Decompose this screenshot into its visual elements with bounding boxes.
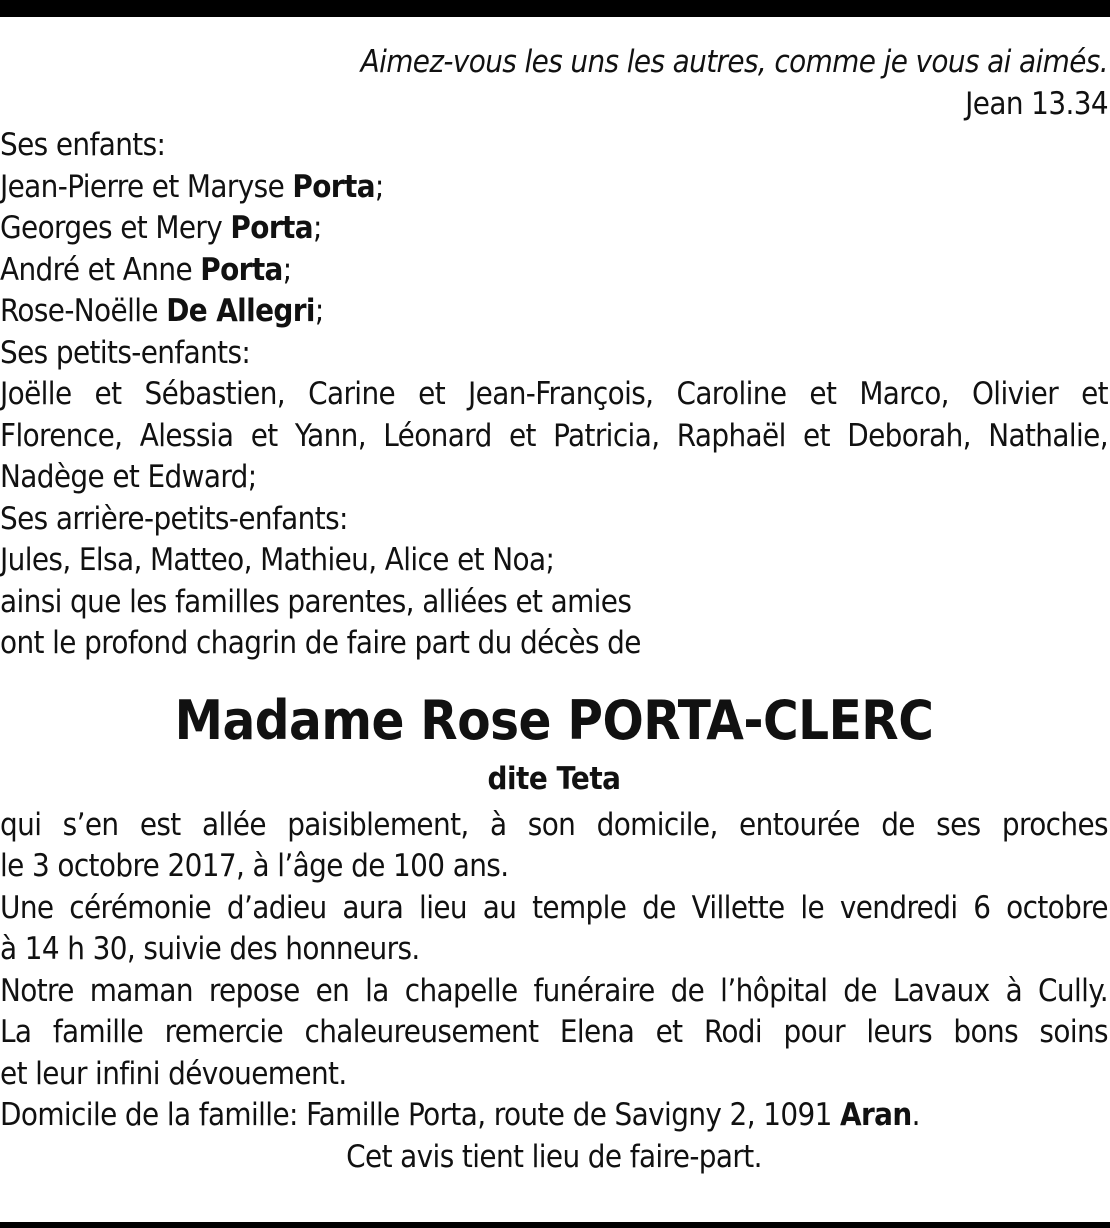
domicile-period: . bbox=[911, 1097, 920, 1133]
great-grandchildren-heading: Ses arrière-petits-enfants: bbox=[0, 500, 348, 537]
details-line: qui s’en est allée paisiblement, à son domicile, entourée de ses proches bbox=[0, 806, 1108, 843]
top-rule bbox=[0, 0, 1110, 17]
child-entry bbox=[0, 167, 1108, 209]
bible-verse: Aimez-vous les uns les autres, comme je vous ai aimés. bbox=[360, 44, 1108, 80]
deceased-nickname: dite Teta bbox=[487, 760, 621, 797]
children-heading: Ses enfants: bbox=[0, 127, 166, 163]
child-surname: Porta bbox=[292, 168, 375, 205]
child-surname: Porta bbox=[200, 251, 283, 288]
child-given-names: Rose-Noëlle bbox=[0, 293, 167, 329]
child-given-names: Jean-Pierre et Maryse bbox=[0, 168, 293, 205]
grandchildren-heading: Ses petits-enfants: bbox=[0, 334, 251, 371]
entry-separator: ; bbox=[312, 210, 322, 246]
announcement-line: ont le profond chagrin de faire part du décès de bbox=[0, 625, 641, 661]
domicile-town: Aran bbox=[840, 1097, 912, 1133]
entry-separator: ; bbox=[282, 251, 292, 288]
great-grandchildren-line: Jules, Elsa, Matteo, Mathieu, Alice et Noa; bbox=[0, 542, 555, 578]
details-line: et leur infini dévouement. bbox=[0, 1055, 347, 1092]
details-line: Une cérémonie d’adieu aura lieu au temple de Villette le vendredi 6 octobre bbox=[0, 889, 1108, 926]
child-entry bbox=[0, 208, 1108, 250]
family-domicile bbox=[0, 1095, 1108, 1137]
notice-content bbox=[0, 42, 1108, 1178]
child-entry bbox=[0, 250, 1108, 292]
entry-separator: ; bbox=[314, 293, 324, 329]
child-surname: De Allegri bbox=[166, 293, 315, 329]
grandchildren-line: Florence, Alessia et Yann, Léonard et Patricia, Raphaël et Deborah, Nathalie, bbox=[0, 417, 1108, 454]
child-surname: Porta bbox=[230, 210, 313, 246]
domicile-address: Domicile de la famille: Famille Porta, route de Savigny 2, 1091 bbox=[0, 1097, 841, 1133]
child-given-names: André et Anne bbox=[0, 251, 201, 288]
details-line: La famille remercie chaleureusement Elena et Rodi pour leurs bons soins bbox=[0, 1014, 1108, 1050]
grandchildren-line: Nadège et Edward; bbox=[0, 459, 257, 495]
child-entry bbox=[0, 291, 1108, 333]
details-line: à 14 h 30, suivie des honneurs. bbox=[0, 931, 420, 967]
bottom-rule bbox=[0, 1222, 1110, 1228]
families-line: ainsi que les familles parentes, alliées et amies bbox=[0, 583, 632, 620]
closing-note: Cet avis tient lieu de faire-part. bbox=[346, 1138, 762, 1175]
grandchildren-line: Joëlle et Sébastien, Carine et Jean-François, Caroline et Marco, Olivier et bbox=[0, 376, 1108, 412]
entry-separator: ; bbox=[374, 168, 384, 205]
deceased-name: Madame Rose PORTA-CLERC bbox=[174, 688, 934, 752]
verse-reference: Jean 13.34 bbox=[965, 85, 1108, 122]
details-line: le 3 octobre 2017, à l’âge de 100 ans. bbox=[0, 848, 509, 884]
child-given-names: Georges et Mery bbox=[0, 210, 231, 246]
details-line: Notre maman repose en la chapelle funéraire de l’hôpital de Lavaux à Cully. bbox=[0, 972, 1108, 1009]
